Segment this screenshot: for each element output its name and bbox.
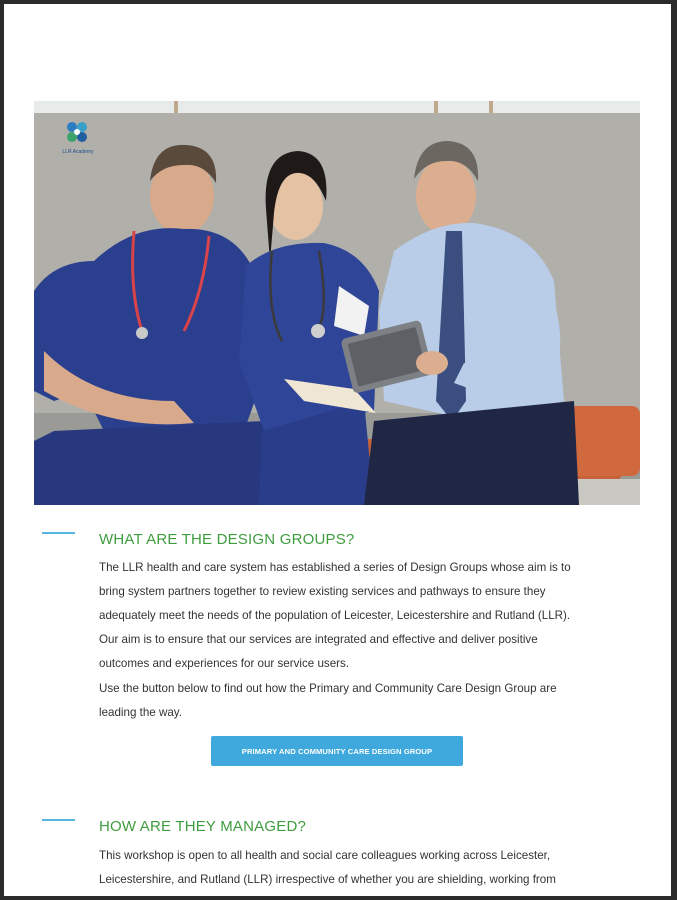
paragraph-line: Use the button below to find out how the Primary and Community Care Design Group are xyxy=(99,682,557,695)
paragraph-line: bring system partners together to review existing services and pathways to ensure they xyxy=(99,585,546,598)
hero-illustration xyxy=(34,101,640,505)
paragraph-line: The LLR health and care system has established a series of Design Groups whose aim is to xyxy=(99,561,571,574)
section-divider xyxy=(42,532,75,534)
paragraph-line: outcomes and experiences for our service users. xyxy=(99,657,350,670)
llr-academy-logo xyxy=(56,117,100,157)
paragraph-line: leading the way. xyxy=(99,706,182,719)
primary-community-care-button[interactable]: PRIMARY AND COMMUNITY CARE DESIGN GROUP xyxy=(211,736,463,766)
document-page xyxy=(4,4,671,896)
section-divider xyxy=(42,819,75,821)
section-heading-design-groups: WHAT ARE THE DESIGN GROUPS? xyxy=(99,531,355,548)
hero-photo xyxy=(34,101,640,505)
logo-text: LLR Academy xyxy=(62,149,94,155)
paragraph-line: Leicestershire, and Rutland (LLR) irrespective of whether you are shielding, working from xyxy=(99,873,556,886)
logo-mark-icon xyxy=(56,117,100,147)
section-heading-managed: HOW ARE THEY MANAGED? xyxy=(99,818,307,835)
paragraph-line: adequately meet the needs of the population of Leicester, Leicestershire and Rutland (LLR). xyxy=(99,609,571,622)
paragraph-line: This workshop is open to all health and social care colleagues working across Leicester, xyxy=(99,849,551,862)
paragraph-line: Our aim is to ensure that our services are integrated and effective and deliver positive xyxy=(99,633,538,646)
